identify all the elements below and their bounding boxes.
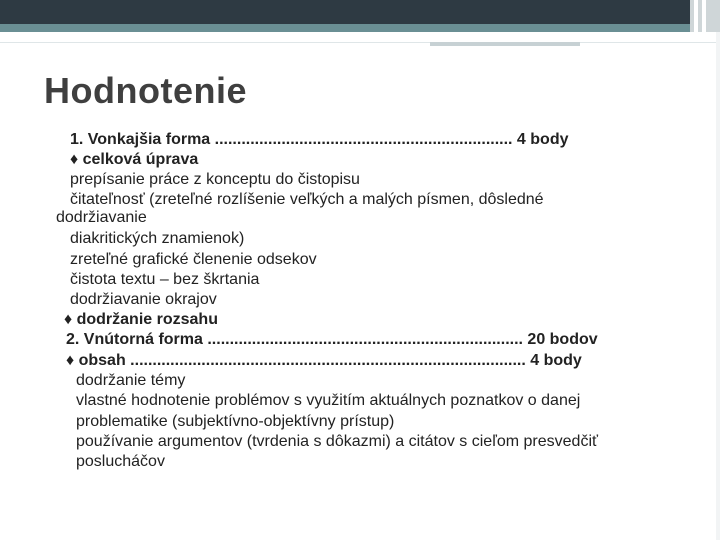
- title-divider: [0, 42, 720, 43]
- line-own-evaluation: vlastné hodnotenie problémov s využitím aktuálnych poznatkov o danej: [76, 392, 581, 409]
- line-paragraphs: zreteľné grafické členenie odsekov: [70, 251, 317, 268]
- line-legibility: čitateľnosť (zreteľné rozlíšenie veľkých a malých písmen, dôsledné: [70, 191, 544, 208]
- page-title: Hodnotenie: [44, 70, 247, 111]
- line-rewrite: prepísanie práce z konceptu do čistopisu: [70, 171, 360, 188]
- line-cleanliness: čistota textu – bez škrtania: [70, 271, 260, 288]
- line-diacritics: diakritických znamienok): [70, 230, 245, 247]
- line-outer-form: 1. Vonkajšia forma ................................................................... 4 body: [70, 131, 569, 148]
- line-audience: poslucháčov: [76, 453, 165, 470]
- line-adherence: dodržiavanie: [56, 209, 147, 226]
- line-overall-layout: ♦ celková úprava: [70, 151, 199, 168]
- line-arguments: používanie argumentov (tvrdenia s dôkazmi) a citátov s cieľom presvedčiť: [76, 433, 599, 450]
- line-approach: problematike (subjektívno-objektívny prístup): [76, 413, 395, 430]
- corner-decoration: [690, 0, 720, 32]
- right-edge-decoration: [716, 32, 720, 540]
- line-length: ♦ dodržanie rozsahu: [64, 311, 218, 328]
- line-margins: dodržiavanie okrajov: [70, 291, 217, 308]
- top-accent-stripe: [0, 24, 720, 32]
- top-decorative-band: [0, 0, 720, 24]
- line-content: ♦ obsah ......................................................................................... 4 body: [66, 352, 582, 369]
- divider-accent: [430, 42, 580, 46]
- line-inner-form: 2. Vnútorná forma ....................................................................... 20 bodov: [66, 331, 598, 348]
- line-topic: dodržanie témy: [76, 372, 186, 389]
